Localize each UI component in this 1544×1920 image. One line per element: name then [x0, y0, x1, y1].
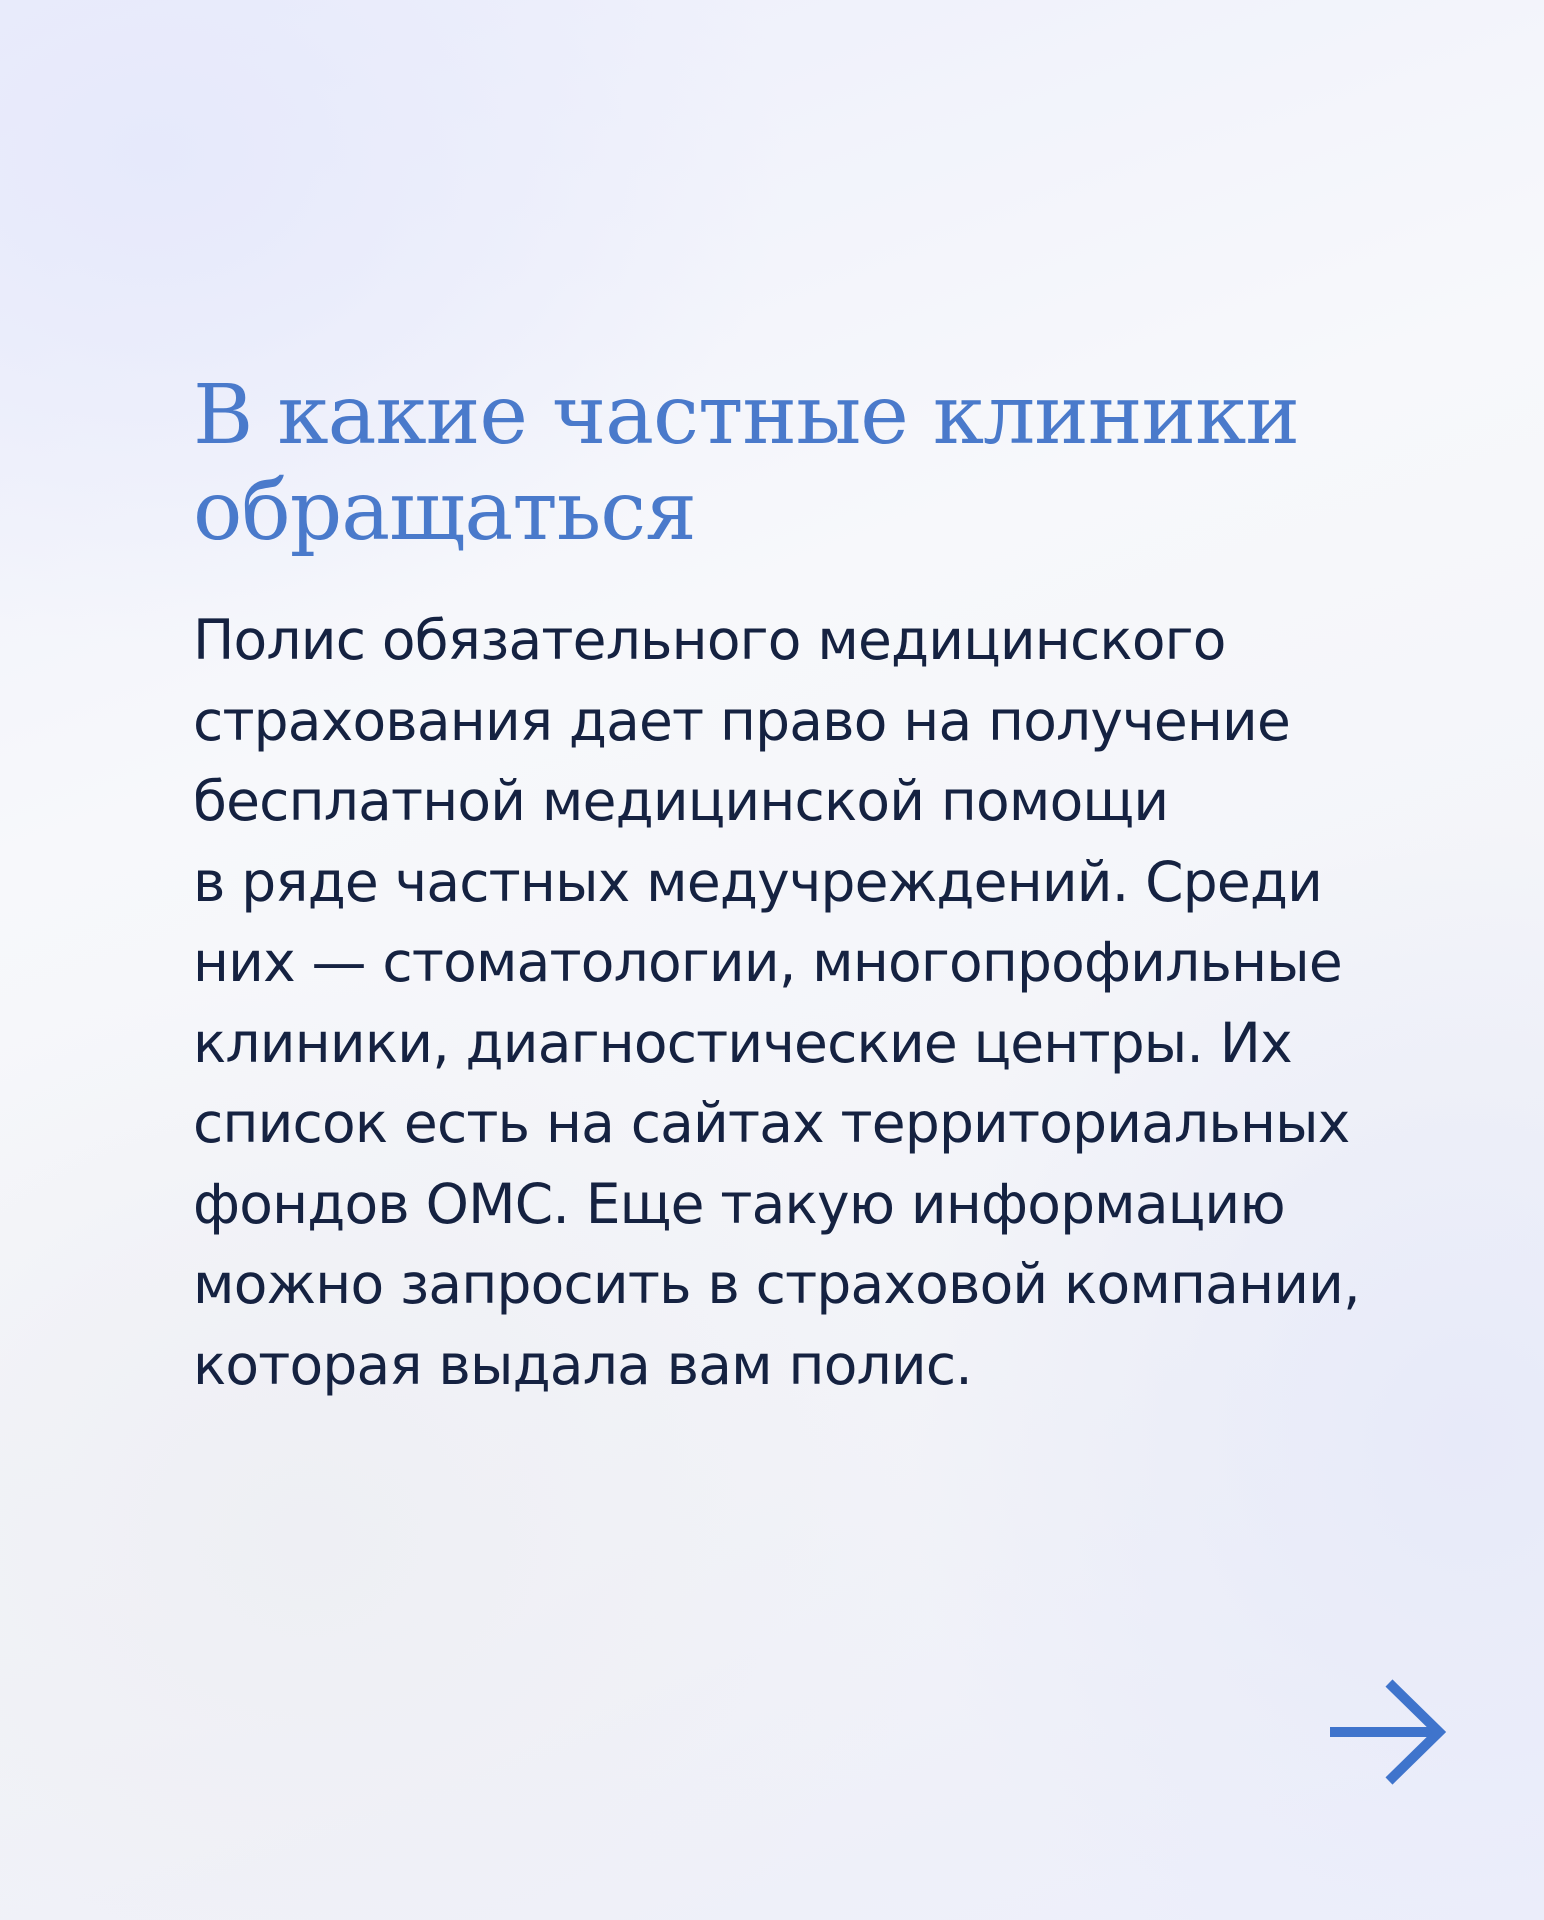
- body-line: фондов ОМС. Еще такую информацию: [193, 1171, 1285, 1236]
- slide-title: [193, 368, 1353, 560]
- body-line: можно запросить в страховой компании,: [193, 1252, 1360, 1316]
- body-line: список есть на сайтах территориальных: [193, 1091, 1350, 1155]
- title-line: обращаться: [193, 464, 696, 559]
- body-line: них — стоматологии, многопрофильные: [193, 930, 1342, 994]
- body-line: в ряде частных медучреждений. Среди: [193, 849, 1323, 914]
- slide-body-text: [193, 600, 1483, 1405]
- arrow-right-icon: [1326, 1676, 1450, 1788]
- body-line: клиники, диагностические центры. Их: [193, 1010, 1292, 1075]
- body-line: Полис обязательного медицинского: [193, 608, 1226, 672]
- next-slide-button[interactable]: [1326, 1676, 1450, 1788]
- body-line: страхования дает право на получение: [193, 688, 1291, 753]
- body-line: которая выдала вам полис.: [193, 1332, 972, 1397]
- body-line: бесплатной медицинской помощи: [193, 769, 1169, 833]
- title-line: В какие частные клиники: [193, 368, 1300, 463]
